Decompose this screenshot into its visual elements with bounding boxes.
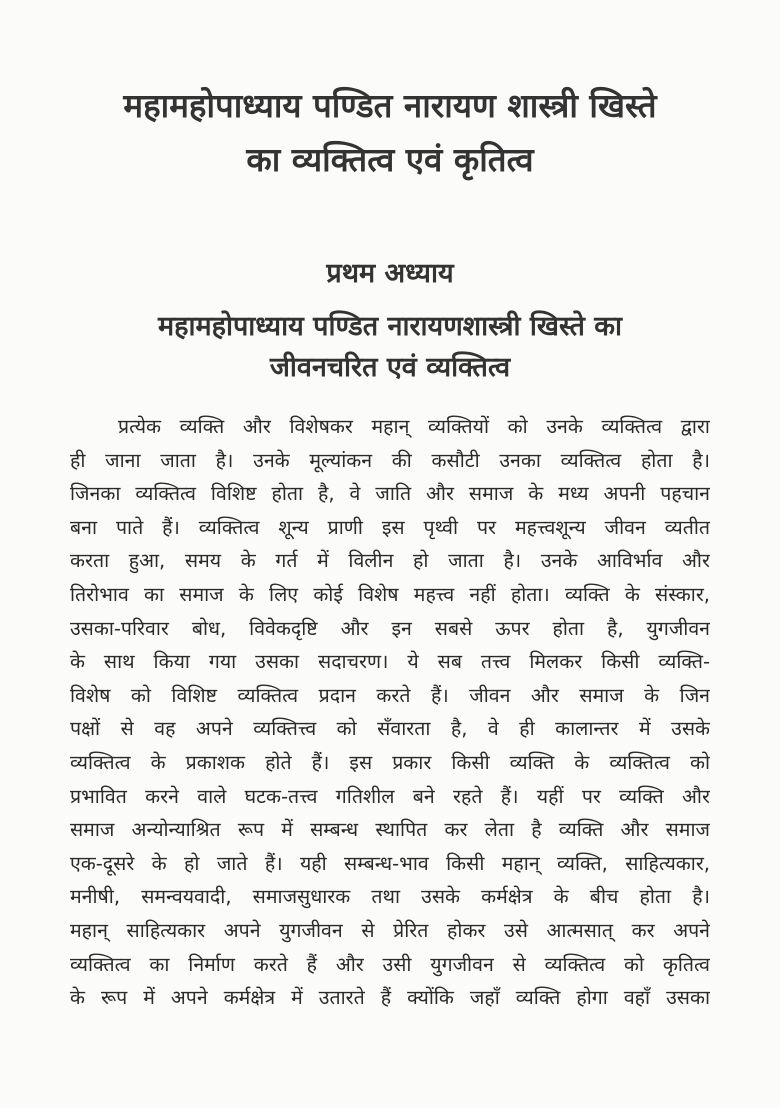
paragraph-line: के साथ किया गया उसका सदाचरण। ये सब तत्त्व मिलकर किसी व्यक्ति-: [70, 650, 710, 674]
chapter-heading-line-1: महामहोपाध्याय पण्डित नारायणशास्त्री खिस्ते का: [158, 311, 622, 342]
paragraph-line: तिरोभाव का समाज के लिए कोई विशेष महत्त्व नहीं होता। व्यक्ति के संस्कार,: [70, 582, 710, 606]
paragraph-line: ही जाना जाता है। उनके मूल्यांकन की कसौटी उनका व्यक्तित्व होता है।: [70, 448, 710, 472]
paragraph-line: प्रत्येक व्यक्ति और विशेषकर महान् व्यक्तियों को उनके व्यक्तित्व द्वारा: [118, 415, 710, 438]
paragraph-line: प्रभावित करने वाले घटक-तत्त्व गतिशील बने रहते हैं। यहीं पर व्यक्ति और: [70, 784, 710, 808]
body-paragraph: [70, 410, 710, 1015]
paragraph-line: व्यक्तित्व का निर्माण करते हैं और उसी युगजीवन से व्यक्तित्व को कृतित्व: [70, 952, 710, 976]
paragraph-line: एक-दूसरे के हो जाते हैं। यही सम्बन्ध-भाव किसी महान् व्यक्ति, साहित्यकार,: [70, 851, 710, 875]
paragraph-line: के रूप में अपने कर्मक्षेत्र में उतारते हैं क्योंकि जहाँ व्यक्ति होगा वहाँ उसका: [70, 986, 710, 1010]
paragraph-line: बना पाते हैं। व्यक्तित्व शून्य प्राणी इस पृथ्वी पर महत्त्वशून्य जीवन व्यतीत: [70, 515, 710, 539]
paragraph-line: मनीषी, समन्वयवादी, समाजसुधारक तथा उसके कर्मक्षेत्र के बीच होता है।: [70, 885, 710, 909]
paragraph-line: महान् साहित्यकार अपने युगजीवन से प्रेरित होकर उसे आत्मसात् कर अपने: [70, 918, 710, 942]
chapter-number: प्रथम अध्याय: [326, 258, 454, 289]
chapter-heading-line-2: जीवनचरित एवं व्यक्तित्व: [269, 352, 511, 383]
paragraph-line: समाज अन्योन्याश्रित रूप में सम्बन्ध स्थापित कर लेता है व्यक्ति और समाज: [70, 818, 710, 842]
paragraph-line: विशेष को विशिष्ट व्यक्तित्व प्रदान करते हैं। जीवन और समाज के जिन: [70, 683, 710, 707]
book-title-line-2: का व्यक्तित्व एवं कृतित्व: [246, 140, 534, 179]
paragraph-line: करता हुआ, समय के गर्त में विलीन हो जाता है। उनके आविर्भाव और: [70, 549, 710, 573]
paragraph-line: जिनका व्यक्तित्व विशिष्ट होता है, वे जाति और समाज के मध्य अपनी पहचान: [70, 482, 710, 506]
paragraph-line: उसका-परिवार बोध, विवेकदृष्टि और इन सबसे ऊपर होता है, युगजीवन: [70, 616, 710, 640]
book-title-line-1: महामहोपाध्याय पण्डित नारायण शास्त्री खिस्ते: [123, 86, 657, 125]
paragraph-line: पक्षों से वह अपने व्यक्तित्त्व को सँवारता है, वे ही कालान्तर में उसके: [70, 717, 710, 741]
paragraph-line: व्यक्तित्व के प्रकाशक होते हैं। इस प्रकार किसी व्यक्ति के व्यक्तित्व को: [70, 750, 710, 774]
